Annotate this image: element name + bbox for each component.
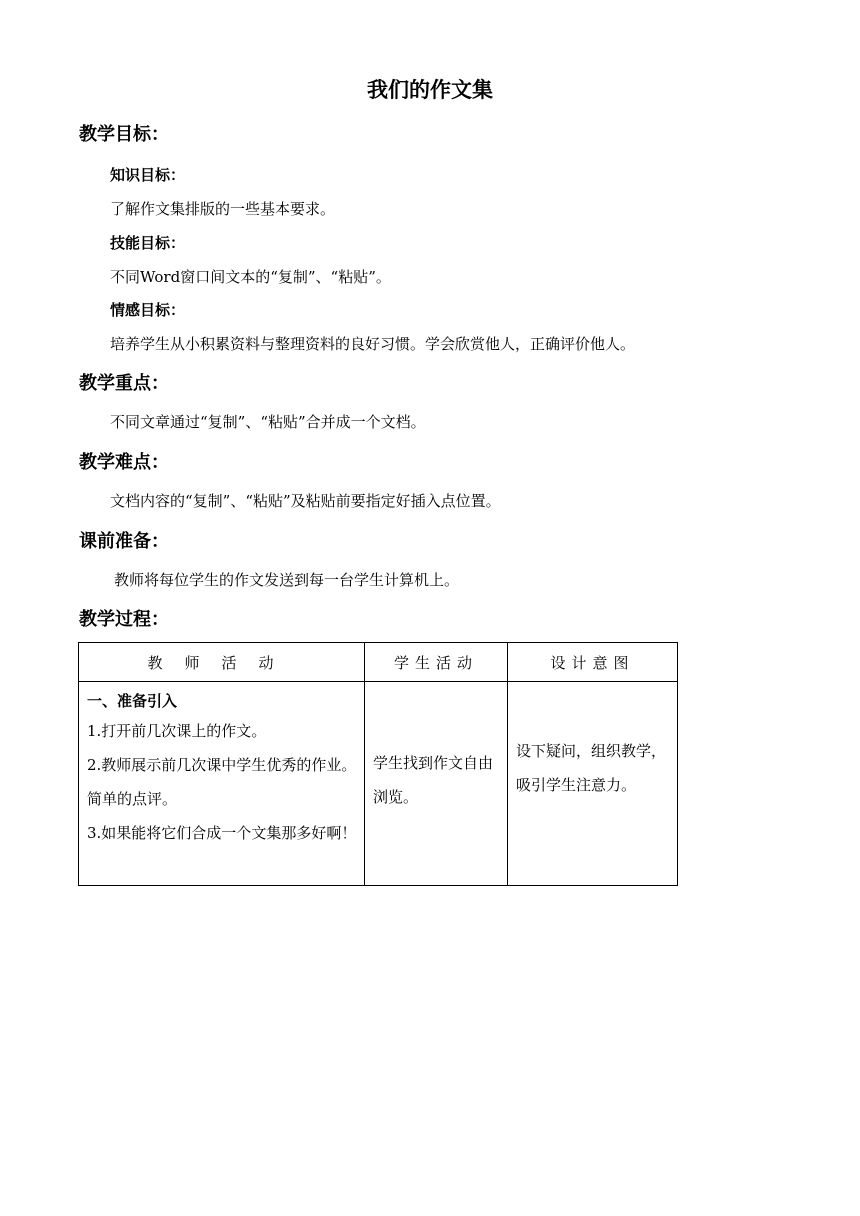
key-points-heading: 教学重点： xyxy=(79,373,169,394)
design-intent-cell xyxy=(508,682,678,886)
process-heading: 教学过程： xyxy=(79,609,169,630)
document-title: 我们的作文集 xyxy=(367,78,493,102)
teaching-process-table xyxy=(78,642,678,886)
student-activity-cell xyxy=(365,682,508,886)
difficulties-text: 文档内容的“复制”、“粘贴”及粘贴前要指定好插入点位置。 xyxy=(110,492,501,510)
skill-objective-text: 不同Word窗口间文本的“复制”、“粘贴”。 xyxy=(110,268,391,286)
teacher-item-2: 2.教师展示前几次课中学生优秀的作业。简单的点评。 xyxy=(87,756,357,808)
key-points-text: 不同文章通过“复制”、“粘贴”合并成一个文档。 xyxy=(110,413,426,431)
emotion-objective-label: 情感目标： xyxy=(110,301,186,319)
student-activity-header-label: 学生活动 xyxy=(393,653,478,672)
difficulties-heading: 教学难点： xyxy=(79,452,169,473)
teacher-item-3: 3.如果能将它们合成一个文集那多好啊！ xyxy=(87,824,357,842)
section-title: 一、准备引入 xyxy=(87,692,178,710)
skill-objective-label: 技能目标： xyxy=(110,234,186,252)
preparation-heading: 课前准备： xyxy=(79,531,169,552)
table-row xyxy=(79,682,678,886)
teacher-activity-header xyxy=(79,643,365,682)
teacher-activity-cell xyxy=(79,682,365,886)
design-intent-header xyxy=(508,643,678,682)
teacher-activity-header-label: 教师活动 xyxy=(147,653,296,672)
teacher-item-1: 1.打开前几次课上的作文。 xyxy=(87,722,267,740)
design-intent-header-label: 设计意图 xyxy=(550,653,635,672)
design-intent-text: 设下疑问，组织教学，吸引学生注意力。 xyxy=(516,742,667,794)
table-header-row xyxy=(79,643,678,682)
knowledge-objective-text: 了解作文集排版的一些基本要求。 xyxy=(110,200,336,218)
student-activity-header xyxy=(365,643,508,682)
objectives-heading: 教学目标： xyxy=(79,124,169,145)
knowledge-objective-label: 知识目标： xyxy=(110,166,186,184)
preparation-text: 教师将每位学生的作文发送到每一台学生计算机上。 xyxy=(114,571,460,589)
student-activity-text: 学生找到作文自由浏览。 xyxy=(373,753,494,806)
emotion-objective-text: 培养学生从小积累资料与整理资料的良好习惯。学会欣赏他人，正确评价他人。 xyxy=(110,335,636,353)
